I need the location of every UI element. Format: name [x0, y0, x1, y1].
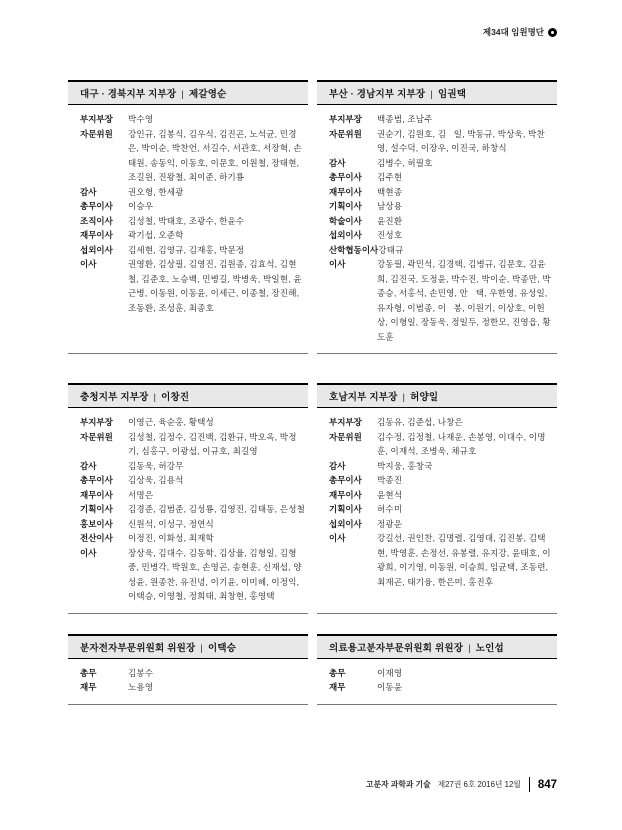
member-row	[68, 459, 306, 474]
member-row	[317, 666, 555, 681]
role-label: 학술이사	[329, 215, 362, 226]
panel-body	[317, 408, 557, 598]
title-divider: |	[402, 392, 406, 403]
member-row	[317, 156, 555, 171]
member-names: 김성철, 박태호, 조광수, 한윤수	[128, 215, 245, 226]
panel-title-unit: 분자전자부문위원회 위원장	[80, 642, 196, 654]
member-row	[317, 185, 555, 200]
role-label: 총무이사	[329, 172, 362, 182]
panel-title-unit: 충청지부 지부장	[80, 392, 149, 403]
member-names: 백현종	[377, 186, 403, 197]
panel-body	[317, 105, 557, 353]
member-row	[68, 666, 306, 681]
panel-title-unit: 대구 · 경북지부 지부장	[80, 89, 177, 100]
footer-page-number: 847	[537, 778, 557, 791]
member-row	[68, 680, 306, 695]
member-row	[68, 502, 306, 517]
role-label: 이사	[80, 547, 97, 558]
role-label: 이사	[329, 259, 346, 269]
panel-leader: 이창진	[161, 392, 190, 403]
member-row	[317, 112, 555, 127]
member-names: 강태규	[378, 244, 404, 255]
member-names: 백종범, 조남주	[377, 114, 433, 124]
member-row	[68, 214, 306, 229]
member-names: 박지웅, 홍창국	[377, 460, 433, 471]
panel-title	[68, 634, 308, 659]
member-row	[68, 243, 306, 258]
panel-busan-gyeongnam	[317, 80, 557, 354]
member-names: 김병수, 허필호	[377, 157, 433, 168]
title-divider: |	[181, 89, 184, 100]
member-names: 장상욱, 김대수, 김동학, 김상율, 김형일, 김형중, 민병각, 박원호, 손영곤, 송현훈, 신재섭, 양성윤, 원종찬, 유진녕, 이기윤, 이미혜, 이정익, 이택승, 이영철, 정희태, 최창현, 홍영택	[128, 547, 302, 601]
member-row	[317, 257, 555, 344]
role-label: 자문위원	[329, 431, 362, 442]
role-label: 이사	[80, 259, 97, 269]
member-names: 김경준, 김범준, 김성룡, 김영진, 김태동, 은성철	[128, 504, 306, 514]
member-row	[68, 517, 306, 532]
role-label: 부지부장	[329, 417, 362, 427]
member-names: 이정진, 이화성, 최재학	[128, 533, 214, 543]
panel-title-unit: 호남지부 지부장	[329, 392, 398, 403]
member-names: 김동욱, 허강무	[128, 460, 184, 471]
member-row	[68, 185, 306, 200]
role-label: 기획이사	[329, 504, 362, 514]
member-row	[68, 473, 306, 488]
member-row	[68, 488, 306, 503]
role-label: 조직이사	[80, 215, 113, 226]
member-names: 김상욱, 김용석	[128, 475, 184, 485]
panel-chungcheong	[68, 383, 308, 614]
role-label: 기획이사	[329, 201, 362, 211]
member-row	[317, 170, 555, 185]
role-label: 홍보이사	[80, 518, 113, 529]
role-label: 섭외이사	[329, 518, 362, 529]
role-label: 총무이사	[80, 475, 113, 485]
member-row	[68, 112, 306, 127]
footer-divider	[529, 777, 530, 792]
role-label: 부지부장	[80, 114, 113, 124]
panel-molecular-electronics	[68, 634, 308, 705]
member-row	[68, 415, 306, 430]
panel-body	[68, 105, 308, 324]
member-names: 이영근, 육순홍, 황택성	[128, 417, 214, 427]
role-label: 섭외이사	[329, 230, 362, 240]
role-label: 총무이사	[329, 475, 362, 485]
member-names: 김수정, 김정철, 나재운, 손봉영, 이대수, 이명훈, 이재석, 조병욱, 채규호	[377, 431, 546, 456]
section-marker-icon	[548, 28, 557, 37]
member-row	[68, 430, 306, 459]
role-label: 자문위원	[80, 128, 113, 139]
panel-leader: 이택승	[208, 642, 237, 654]
member-names: 이재영	[377, 667, 403, 678]
member-row	[317, 459, 555, 474]
member-row	[317, 680, 555, 695]
member-names: 박수영	[128, 114, 154, 124]
member-row	[317, 502, 555, 517]
panel-row-1	[68, 80, 557, 354]
panel-title-unit: 부산 · 경남지부 지부장	[329, 89, 426, 100]
member-row	[68, 199, 306, 214]
role-label: 총무	[80, 667, 97, 678]
panel-title	[317, 383, 557, 408]
role-label: 자문위원	[329, 128, 362, 139]
role-label: 기획이사	[80, 504, 113, 514]
member-names: 권오형, 한세광	[128, 186, 184, 197]
panel-honam	[317, 383, 557, 614]
role-label: 부지부장	[80, 417, 113, 427]
member-names: 곽기섭, 오준학	[128, 230, 184, 240]
role-label: 감사	[329, 157, 346, 168]
member-names: 김세현, 김영규, 김재홍, 박문정	[128, 244, 245, 255]
panel-leader: 허양일	[410, 392, 439, 403]
member-names: 정광운	[377, 518, 403, 529]
member-names: 권영환, 김상필, 김영진, 김원종, 김효석, 김현철, 김준호, 노승백, 민병길, 박병욱, 박일현, 윤근병, 이동원, 이동윤, 이세근, 이종철, 장진해, 조동환, 조성훈, 최종호	[128, 259, 302, 313]
member-names: 남상용	[377, 201, 403, 211]
panel-row-3	[68, 634, 557, 705]
member-row	[68, 531, 306, 546]
role-label: 섭외이사	[80, 244, 113, 255]
member-row	[317, 430, 555, 459]
role-label: 감사	[80, 460, 97, 471]
member-row	[317, 531, 555, 589]
role-label: 감사	[329, 460, 346, 471]
member-row	[68, 127, 306, 185]
member-row	[317, 473, 555, 488]
role-label: 재무이사	[329, 186, 362, 197]
member-names: 강길선, 권인찬, 김명렬, 김영대, 김진봉, 김택현, 박영훈, 손정선, 유봉렬, 유지강, 윤태호, 이광희, 이기영, 이동원, 이승희, 임균택, 조동련, 최재곤, 태기융, 한은미, 홍진후	[377, 533, 551, 587]
panel-title	[68, 80, 308, 105]
member-row	[68, 257, 306, 315]
header-label: 제34대 임원명단	[482, 27, 544, 37]
role-label: 재무이사	[80, 230, 113, 240]
title-divider: |	[430, 89, 433, 100]
role-label: 재무	[80, 682, 97, 692]
panel-title	[317, 634, 557, 659]
member-row	[317, 228, 555, 243]
panel-body	[68, 408, 308, 613]
role-label: 재무	[329, 682, 346, 692]
member-row	[68, 546, 306, 604]
member-row	[317, 415, 555, 430]
member-names: 김주현	[377, 172, 403, 182]
role-label: 부지부장	[329, 114, 362, 124]
member-row	[317, 214, 555, 229]
member-names: 윤진환	[377, 215, 403, 226]
member-names: 강인규, 김봉식, 김우식, 김진곤, 노석균, 민경은, 박이순, 박찬언, 서길수, 서관호, 서장혁, 손태원, 송동익, 이동호, 이문호, 이원철, 장태현, 조길원, 진왕철, 최이준, 하기룡	[128, 128, 302, 182]
panel-title	[68, 383, 308, 408]
footer-issue: 제27권 6호 2016년 12월	[437, 780, 521, 789]
panel-body	[68, 659, 308, 704]
panel-row-2	[68, 383, 557, 614]
member-names: 박종진	[377, 475, 403, 485]
member-row	[68, 228, 306, 243]
title-divider: |	[153, 392, 157, 403]
member-names: 노용영	[128, 682, 154, 692]
member-names: 김봉수	[128, 667, 154, 678]
footer-journal-title: 고분자 과학과 기술	[366, 780, 431, 789]
panel-title	[317, 80, 557, 105]
member-names: 김성철, 김정수, 김진백, 김환규, 박오옥, 박정기, 심홍구, 이광섭, 이규호, 최길영	[128, 431, 297, 456]
role-label: 이사	[329, 533, 346, 543]
role-label: 재무이사	[329, 489, 362, 500]
panel-medical-polymer	[317, 634, 557, 705]
member-names: 권순기, 김원호, 김 일, 박동규, 박상욱, 박찬영, 설수덕, 이장우, 이진국, 하창식	[377, 128, 545, 153]
page-header	[68, 26, 557, 38]
member-names: 윤현석	[377, 489, 403, 500]
panel-title-unit: 의료용고분자부문위원회 위원장	[329, 642, 464, 654]
content-area	[0, 80, 622, 705]
member-names: 진성호	[377, 230, 403, 240]
member-names: 서명은	[128, 489, 154, 500]
member-names: 김동유, 김준섭, 나창은	[377, 417, 463, 427]
member-row	[317, 488, 555, 503]
member-row	[317, 199, 555, 214]
member-row	[317, 243, 555, 258]
panel-leader: 노인섭	[475, 642, 504, 654]
role-label: 재무이사	[80, 489, 113, 500]
role-label: 전산이사	[80, 533, 113, 543]
title-divider: |	[468, 642, 471, 654]
role-label: 산학협동이사	[329, 244, 379, 255]
member-names: 이승우	[128, 201, 154, 211]
member-row	[317, 517, 555, 532]
page-footer	[366, 777, 557, 792]
title-divider: |	[200, 642, 204, 654]
member-names: 이동윤	[377, 682, 403, 692]
role-label: 총무이사	[80, 201, 113, 211]
member-row	[317, 127, 555, 156]
panel-leader: 임권택	[437, 89, 467, 100]
panel-body	[317, 659, 557, 704]
role-label: 감사	[80, 186, 97, 197]
member-names: 강동필, 곽민석, 김경택, 김병규, 김문호, 김윤희, 김진국, 도정윤, 박수진, 박이순, 박종만, 박종승, 서홍석, 손민영, 안 택, 우한영, 유성일, 유자형, 이범종, 이 봉, 이원기, 이상호, 이헌상, 이형일, 장동욱, 정일두, 정한모, 진영읍, 황도훈	[377, 259, 551, 342]
panel-daegu-gyeongbuk	[68, 80, 308, 354]
member-names: 허수미	[377, 504, 403, 514]
panel-leader: 제갈영순	[188, 89, 227, 100]
role-label: 총무	[329, 667, 346, 678]
member-names: 신원석, 이성구, 정연식	[128, 518, 214, 529]
role-label: 자문위원	[80, 431, 113, 442]
